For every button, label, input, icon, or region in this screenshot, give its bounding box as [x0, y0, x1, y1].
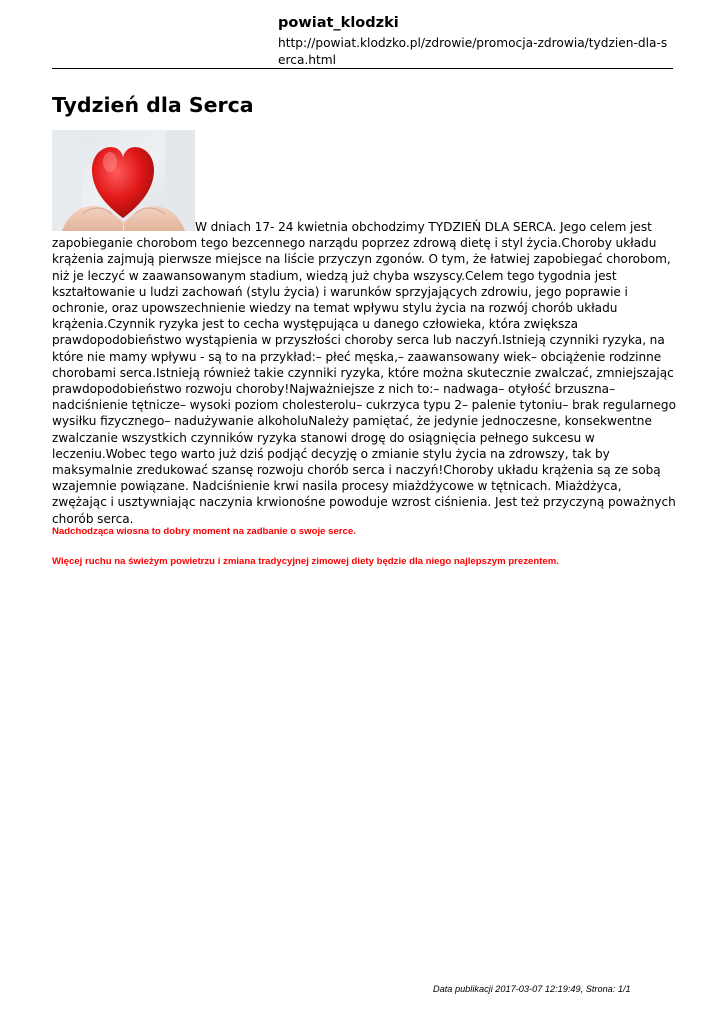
article-title: Tydzień dla Serca [52, 93, 254, 117]
page-header [278, 14, 678, 69]
site-name: powiat_klodzki [278, 15, 399, 31]
highlight-text-1: Nadchodząca wiosna to dobry moment na zadbanie o swoje serce. [52, 526, 356, 537]
article-text: W dniach 17- 24 kwietnia obchodzimy TYDZIEŃ DLA SERCA. Jego celem jest zapobieganie chorobom tego bezcennego narządu poprzez zdrową dietę i styl życia.Choroby układu krążenia zajmują pierwsze miejsce na liście przyczyn zgonów. O tym, że łatwiej zapobiegać chorobom, niż je leczyć w zaawansowanym stadium, wiedzą już chyba wszyscy.Celem tego tygodnia jest kształtowanie u ludzi zachowań (stylu życia) i warunków sprzyjających zdrowiu, jego poprawie i ochronie, oraz upowszechnienie wiedzy na temat wpływu stylu życia na rozwój chorób układu krążenia.Czynnik ryzyka jest to cecha występująca u danego człowieka, która zwiększa prawdopodobieństwo wystąpienia w przyszłości choroby serca lub naczyń.Istnieją czynniki ryzyka, na które nie mamy wpływu - są to na przykład:– płeć męska,– zaawansowany wiek– obciążenie rodzinne chorobami serca.Istnieją również takie czynniki ryzyka, które można skutecznie zwalczać, zmniejszając prawdopodobieństwo rozwoju choroby!Najważniejsze z nich to:– nadwaga– otyłość brzuszna– nadciśnienie tętnicze– wysoki poziom cholesterolu– cukrzyca typu 2– palenie tytoniu– brak regularnego wysiłku fizycznego– nadużywanie alkoholuNależy pamiętać, że jedynie jednoczesne, konsekwentne zwalczanie wszystkich czynników ryzyka stanowi drogę do osiągnięcia pełnego sukcesu w leczeniu.Wobec tego warto już dziś podjąć decyzję o zmianie stylu życia na zdrowszy, tak by maksymalnie zredukować szansę rozwoju chorób serca i naczyń!Choroby układu krążenia są ze sobą wzajemnie powiązane. Nadciśnienie krwi nasila procesy miażdżycowe w tętnicach. Miażdżyca, zwężając i usztywniając naczynia krwionośne powoduje wzrost ciśnienia. Jest też przyczyną poważnych chorób serca. [52, 220, 676, 526]
heart-in-hands-image [52, 130, 195, 231]
article-body [52, 130, 676, 527]
source-url[interactable]: http://powiat.klodzko.pl/zdrowie/promocja-zdrowia/tydzien-dla-serca.html [278, 36, 668, 67]
highlight-text-2: Więcej ruchu na świeżym powietrzu i zmiana tradycyjnej zimowej diety będzie dla niego najlepszym prezentem. [52, 556, 559, 567]
publication-footer: Data publikacji 2017-03-07 12:19:49, Strona: 1/1 [433, 984, 631, 994]
header-divider [52, 68, 673, 69]
